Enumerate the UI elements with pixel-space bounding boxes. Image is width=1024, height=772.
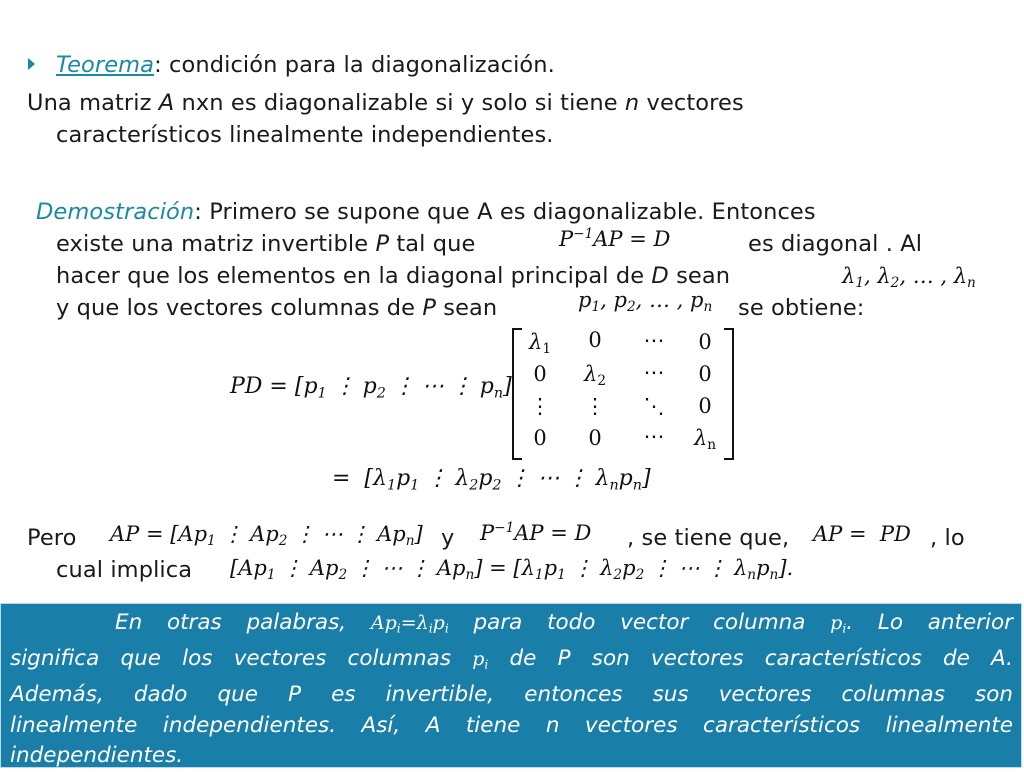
matrix-cell: ⋮ (584, 394, 606, 418)
statement-line-1: Una matriz A nxn es diagonalizable si y solo si tiene n vectores (27, 90, 744, 116)
demo-line-4-end: se obtiene: (738, 295, 865, 321)
equation-pi: $p_i$ (830, 612, 847, 636)
matrix-cell: 0 (698, 394, 712, 418)
equation-api-lambda-pi: $Ap_i=\lambda_ip_i$ (370, 612, 449, 636)
equation-pd-lhs: PD = [$p_1$ ⋮ $p_2$ ⋮ ⋯ ⋮ $p_n$] (230, 374, 512, 402)
matrix-cell: 0 (588, 328, 602, 352)
equation-pinv-ap-d-2: $P^{-1}AP = D$ (480, 520, 592, 546)
matrix-cell: ⋯ (643, 328, 665, 352)
teorema-link[interactable]: Teorema (56, 52, 155, 78)
matrix-cell: 0 (533, 426, 547, 450)
matrix-cell: 0 (698, 362, 712, 386)
callout-line-3: Además, dado que P es invertible, entonces sus vectores columnas son (10, 682, 1013, 708)
callout-line-1: En otras palabras, $Ap_i=\lambda_ip_i$ para todo vector columna $p_i$. Lo anterior (115, 610, 1013, 636)
callout-line-5: independientes. (10, 743, 184, 769)
teorema-line (56, 49, 555, 81)
pero-lo: , lo (930, 525, 965, 551)
pero-y: y (441, 525, 455, 551)
matrix-cell: ⋯ (643, 424, 665, 448)
pero-se-tiene: , se tiene que, (627, 525, 790, 551)
matrix-cell: ⋯ (643, 360, 665, 384)
callout-text (10, 608, 1013, 772)
demo-line-2: existe una matriz invertible P tal que (56, 231, 476, 257)
statement-line-2: característicos linealmente independientes. (56, 122, 554, 148)
demo-line-2-end: es diagonal . Al (748, 231, 923, 257)
pero-label: Pero (27, 525, 77, 551)
diagonal-matrix (512, 328, 734, 456)
equation-ap-columns: AP = [$Ap_1$ ⋮ $Ap_2$ ⋮ ⋯ ⋮ $Ap_n$] (110, 522, 423, 550)
matrix-cell: 0 (533, 362, 547, 386)
matrix-cell: ⋮ (529, 394, 551, 418)
equation-ap-pd: AP = PD (813, 522, 911, 546)
equation-p-vectors: $p_1$, $p_2$, … , $p_n$ (578, 288, 713, 316)
equation-pd-result: = [$\lambda_1p_1$ ⋮ $\lambda_2p_2$ ⋮ ⋯ ⋮ $\lambda_np_n$] (332, 466, 651, 494)
equation-implica: [$Ap_1$ ⋮ $Ap_2$ ⋮ ⋯ ⋮ $Ap_n] = [\lambda_1p_1$ ⋮ $\lambda_2p_2$ ⋮ ⋯ ⋮ $\lambda_np_n$]. (230, 556, 794, 584)
equation-lambdas: $\lambda_1$, $\lambda_2$, … , $\lambda_n$ (842, 264, 976, 292)
bullet-arrow-icon (28, 58, 35, 70)
teorema-rest: : condición para la diagonalización. (154, 52, 555, 78)
matrix-cell: $\lambda_1$ (529, 330, 551, 358)
demo-line-4: y que los vectores columnas de P sean (56, 295, 498, 321)
matrix-cell: $\lambda_2$ (584, 362, 606, 390)
matrix-cell: ⋱ (643, 394, 665, 418)
callout-line-2: significa que los vectores columnas $p_i$ de P son vectores característicos de A. (10, 646, 1013, 672)
pero-line-2: cual implica (56, 557, 193, 583)
callout-line-4: linealmente independientes. Así, A tiene n vectores característicos linealmente (10, 712, 1013, 738)
equation-pi-2: $p_i$ (472, 648, 489, 672)
demo-line-1: Demostración: Primero se supone que A es diagonalizable. Entonces (36, 199, 816, 225)
equation-pinv-ap-d: $P^{-1}AP = D$ (559, 226, 671, 252)
matrix-cell: 0 (698, 330, 712, 354)
demo-line-3: hacer que los elementos en la diagonal principal de D sean (56, 263, 731, 289)
matrix-cell: 0 (588, 426, 602, 450)
matrix-cell: $\lambda_n$ (693, 426, 717, 454)
demo-label: Demostración (36, 199, 195, 225)
